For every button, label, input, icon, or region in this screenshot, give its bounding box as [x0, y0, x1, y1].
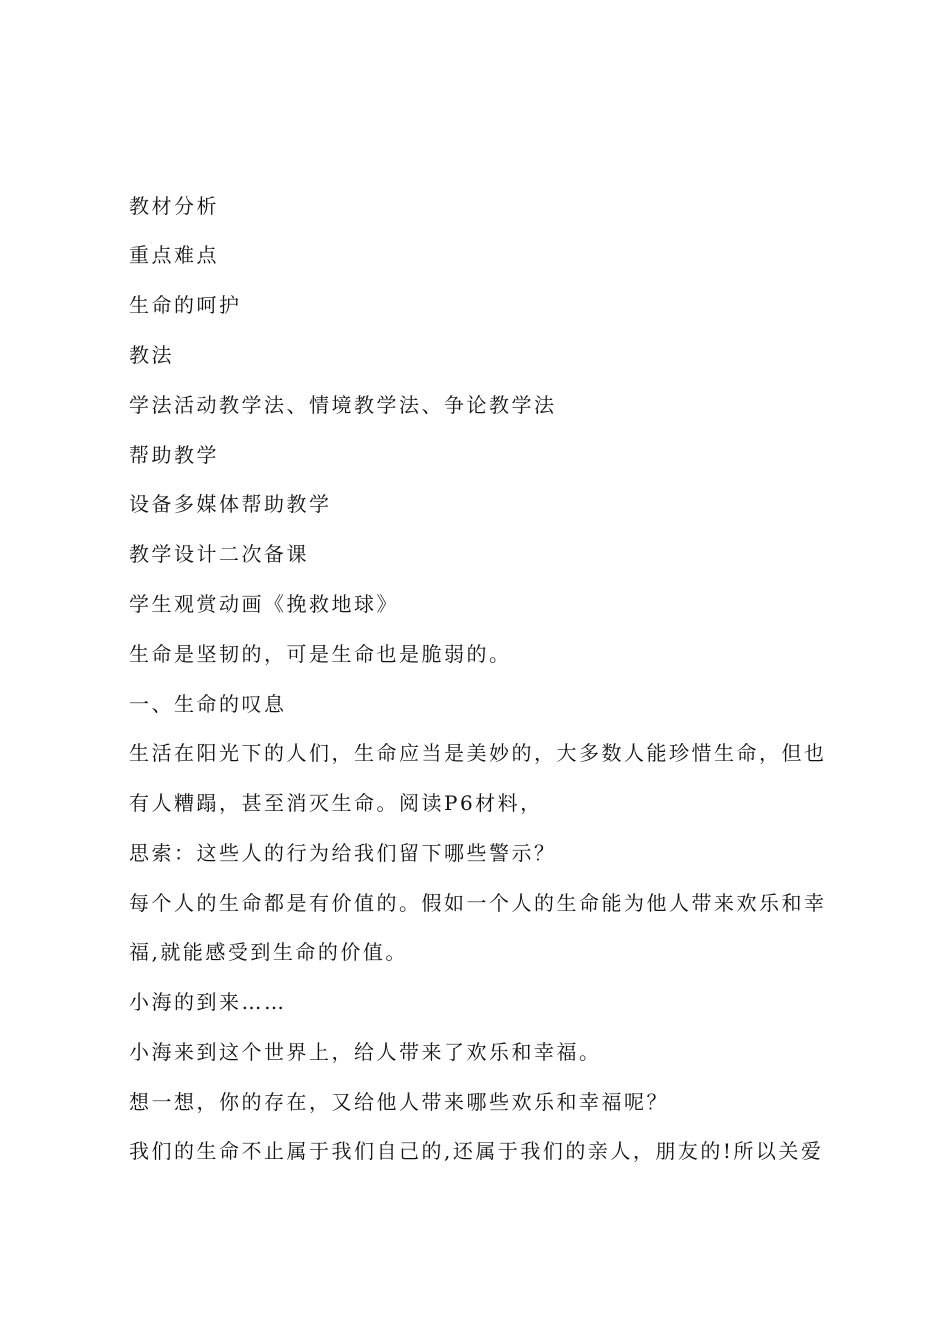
paragraph-line: 有人糟蹋，甚至消灭生命。阅读P6材料， [129, 791, 543, 815]
section-heading-sigh-of-life: 一、生命的叹息 [129, 692, 287, 716]
text-equipment: 设备多媒体帮助教学 [129, 492, 332, 516]
text-life-care: 生命的呵护 [129, 293, 242, 317]
text-xiaohai-joy: 小海来到这个世界上，给人带来了欢乐和幸福。 [129, 1040, 602, 1064]
paragraph-line: 福,就能感受到生命的价值。 [129, 940, 408, 964]
heading-teaching-method: 教法 [129, 343, 174, 367]
text-animation: 学生观赏动画《挽救地球》 [129, 592, 399, 616]
text-think: 想一想，你的存在，又给他人带来哪些欢乐和幸福呢？ [129, 1090, 669, 1114]
text-learning-methods: 学法活动教学法、情境教学法、争论教学法 [129, 393, 557, 417]
heading-teaching-design: 教学设计二次备课 [129, 542, 309, 566]
paragraph-line: 生活在阳光下的人们，生命应当是美妙的，大多数人能珍惜生命，但也 [129, 741, 827, 765]
paragraph-line: 每个人的生命都是有价值的。假如一个人的生命能为他人带来欢乐和幸 [129, 891, 827, 915]
heading-teaching-aids: 帮助教学 [129, 443, 219, 467]
paragraph-line: 我们的生命不止属于我们自己的,还属于我们的亲人，朋友的!所以关爱 [129, 1139, 824, 1163]
text-xiaohai-arrival: 小海的到来…… [129, 990, 287, 1014]
heading-textbook-analysis: 教材分析 [129, 194, 219, 218]
text-life-resilient: 生命是坚韧的，可是生命也是脆弱的。 [129, 642, 512, 666]
heading-key-points: 重点难点 [129, 243, 219, 267]
text-question: 思索：这些人的行为给我们留下哪些警示？ [129, 841, 557, 865]
